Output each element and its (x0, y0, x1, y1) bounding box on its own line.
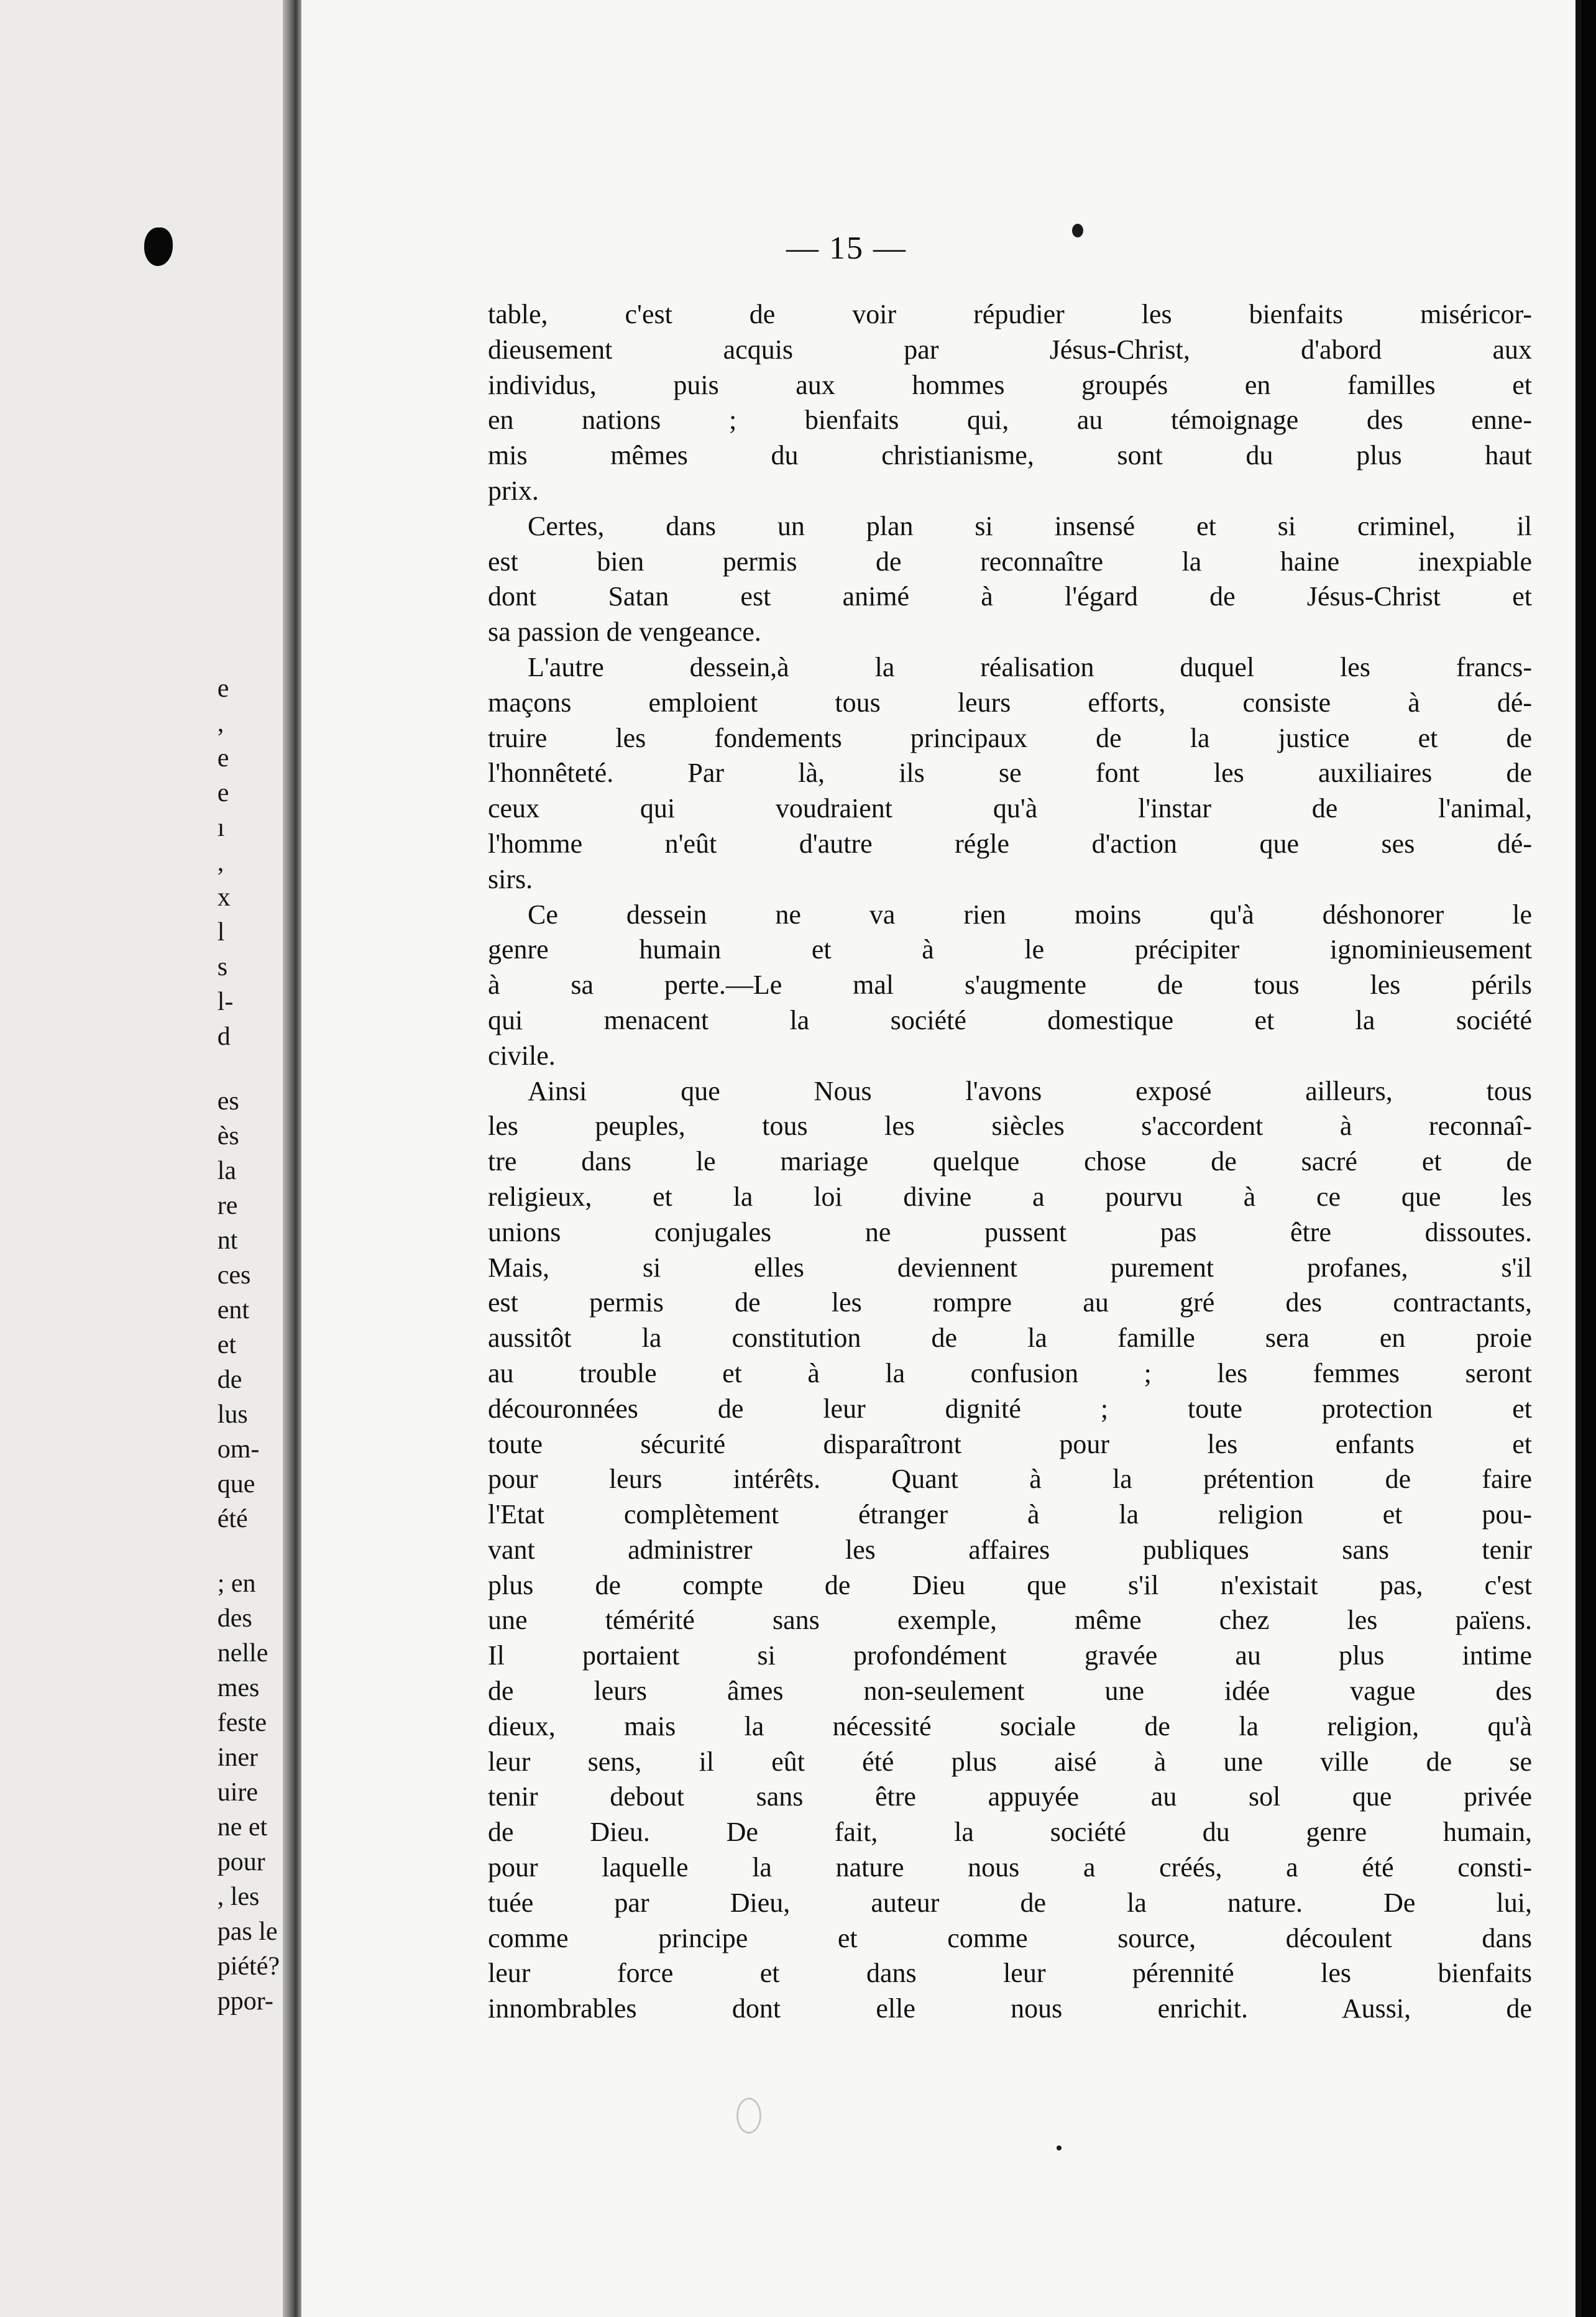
left-fragment: et (217, 1331, 237, 1359)
left-fragment: e (217, 779, 229, 807)
text-line: les peuples, tous les siècles s'accordent à reconnaî- (488, 1111, 1532, 1142)
left-fragment: s (217, 953, 228, 981)
text-line: dieusement acquis par Jésus-Christ, d'abord aux (488, 334, 1532, 365)
text-line: pour laquelle la nature nous a créés, a été consti- (488, 1852, 1532, 1883)
text-line: leur sens, il eût été plus aisé à une ville de se (488, 1746, 1532, 1777)
text-line: est bien permis de reconnaître la haine inexpiable (488, 546, 1532, 577)
left-fragment: été (217, 1505, 248, 1533)
left-fragment: , les (217, 1883, 260, 1911)
text-line: leur force et dans leur pérennité les bienfaits (488, 1958, 1532, 1989)
text-line: unions conjugales ne pussent pas être dissoutes. (488, 1216, 1532, 1247)
text-line: tenir debout sans être appuyée au sol que privée (488, 1781, 1532, 1812)
right-page (301, 0, 1582, 2317)
text-line: vant administrer les affaires publiques sans tenir (488, 1534, 1532, 1565)
left-fragment: mes (217, 1674, 260, 1702)
left-fragment: , (217, 709, 224, 738)
text-line: en nations ; bienfaits qui, au témoignage des enne- (488, 405, 1532, 436)
text-line: est permis de les rompre au gré des contractants, (488, 1287, 1532, 1318)
left-fragment: des (217, 1604, 252, 1633)
left-fragment: iner (217, 1743, 259, 1772)
left-fragment: e (217, 744, 229, 773)
text-line: dont Satan est animé à l'égard de Jésus-Christ et (488, 581, 1532, 612)
left-fragment: re (217, 1191, 238, 1220)
stamp-mark (736, 2098, 761, 2134)
text-line: Mais, si elles deviennent purement profanes, s'il (488, 1252, 1532, 1283)
left-fragment: l (217, 918, 225, 947)
text-line: découronnées de leur dignité ; toute protection et (488, 1393, 1532, 1424)
text-line: de leurs âmes non-seulement une idée vague des (488, 1676, 1532, 1707)
left-fragment: pas le (217, 1917, 278, 1946)
text-line: sa passion de vengeance. (488, 617, 761, 648)
left-fragment: feste (217, 1709, 267, 1737)
text-line: sirs. (488, 863, 533, 894)
text-line: une témérité sans exemple, même chez les païens. (488, 1605, 1532, 1636)
text-line: qui menacent la société domestique et la société (488, 1004, 1532, 1035)
text-line: civile. (488, 1040, 556, 1071)
left-fragment: uire (217, 1778, 259, 1807)
text-line: plus de compte de Dieu que s'il n'existait pas, c'est (488, 1569, 1532, 1600)
text-line: tre dans le mariage quelque chose de sacré et de (488, 1146, 1532, 1177)
book-spine (283, 0, 301, 2317)
text-line: table, c'est de voir répudier les bienfaits miséricor- (488, 299, 1532, 329)
text-line: truire les fondements principaux de la justice et de (488, 722, 1532, 753)
left-fragment: ; en (217, 1569, 256, 1598)
text-line: l'homme n'eût d'autre régle d'action que ses dé- (488, 828, 1532, 859)
text-line: dieux, mais la nécessité sociale de la religion, qu'à (488, 1710, 1532, 1741)
text-line: Ainsi que Nous l'avons exposé ailleurs, tous (528, 1075, 1532, 1106)
left-fragment: om- (217, 1435, 260, 1464)
left-fragment: de (217, 1365, 242, 1394)
text-line: prix. (488, 475, 539, 506)
text-line: L'autre dessein,à la réalisation duquel les francs- (528, 651, 1532, 682)
text-line: mis mêmes du christianisme, sont du plus haut (488, 440, 1532, 471)
left-fragment: que (217, 1470, 255, 1498)
left-page-text-fragments (218, 671, 280, 2019)
left-fragment: ı (217, 814, 225, 842)
text-line: Il portaient si profondément gravée au plus intime (488, 1640, 1532, 1671)
left-fragment: ne et (217, 1813, 268, 1842)
text-line: de Dieu. De fait, la société du genre humain, (488, 1817, 1532, 1848)
text-line: toute sécurité disparaîtront pour les enfants et (488, 1428, 1532, 1459)
text-line: à sa perte.—Le mal s'augmente de tous les périls (488, 970, 1532, 1001)
left-fragment: lus (217, 1400, 248, 1429)
ink-speck (1057, 2145, 1062, 2150)
text-line: l'honnêteté. Par là, ils se font les auxiliaires de (488, 758, 1532, 789)
left-fragment: l- (217, 988, 234, 1016)
left-fragment: , (217, 848, 224, 877)
left-fragment: es (217, 1087, 239, 1116)
text-line: individus, puis aux hommes groupés en familles et (488, 369, 1532, 400)
text-line: Certes, dans un plan si insensé et si criminel, il (528, 510, 1532, 541)
left-fragment: nt (217, 1226, 238, 1255)
left-fragment: ppor- (217, 1987, 273, 2016)
left-fragment: x (217, 883, 231, 912)
text-line: ceux qui voudraient qu'à l'instar de l'animal, (488, 793, 1532, 824)
left-fragment: ès (217, 1122, 239, 1150)
text-line: innombrables dont elle nous enrichit. Aussi, de (488, 1993, 1532, 2024)
left-fragment: piété? (217, 1952, 280, 1981)
text-line: pour leurs intérêts. Quant à la prétention de faire (488, 1464, 1532, 1495)
left-fragment: nelle (217, 1639, 268, 1668)
left-fragment: d (217, 1022, 231, 1051)
left-fragment: la (217, 1157, 237, 1185)
body-text (488, 297, 1532, 2027)
text-line: maçons emploient tous leurs efforts, consiste à dé- (488, 687, 1532, 718)
text-line: au trouble et à la confusion ; les femmes seront (488, 1357, 1532, 1388)
left-fragment (218, 1536, 280, 1566)
left-fragment: pour (217, 1848, 265, 1876)
left-fragment (218, 1054, 280, 1084)
text-line: l'Etat complètement étranger à la religion et pou- (488, 1499, 1532, 1530)
text-line: religieux, et la loi divine a pourvu à ce que les (488, 1181, 1532, 1212)
text-line: genre humain et à le précipiter ignominieusement (488, 934, 1532, 965)
text-line: Ce dessein ne va rien moins qu'à déshonorer le (528, 899, 1532, 930)
ink-speck (1072, 224, 1083, 237)
left-fragment: ces (217, 1261, 251, 1290)
left-fragment: ent (217, 1296, 250, 1324)
text-line: tuée par Dieu, auteur de la nature. De lui, (488, 1887, 1532, 1918)
left-page (0, 0, 292, 2317)
left-fragment: e (217, 674, 229, 703)
text-line: aussitôt la constitution de la famille sera en proie (488, 1323, 1532, 1354)
text-line: comme principe et comme source, découlent dans (488, 1922, 1532, 1953)
page-number: — 15 — (786, 231, 907, 266)
